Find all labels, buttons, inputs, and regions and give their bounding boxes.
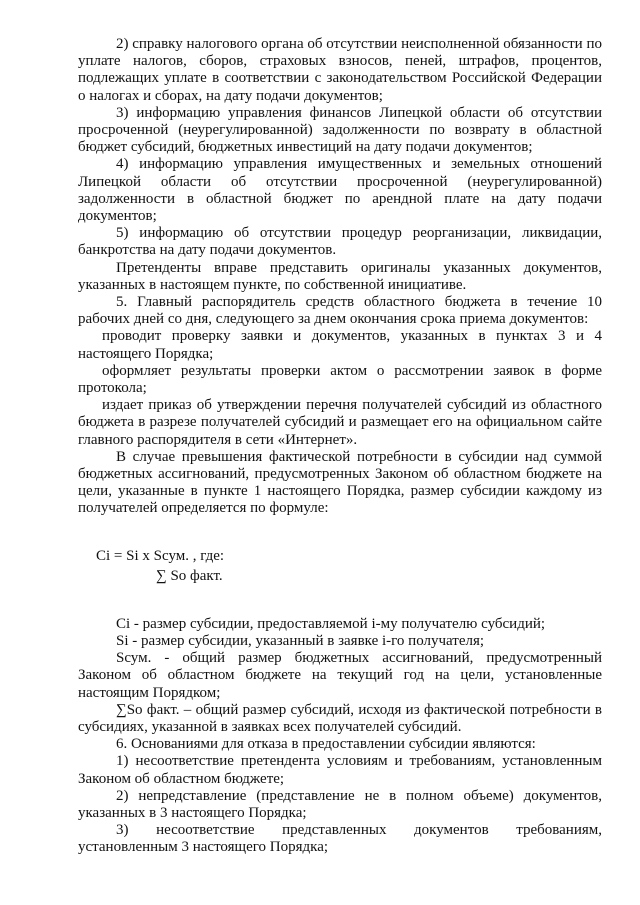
subsidy-formula xyxy=(78,546,602,586)
definition-ci: Ci - размер субсидии, предоставляемой i-му получателю субсидий; xyxy=(116,615,546,632)
formula-numerator: Ci = Si x Sсум. , где: xyxy=(96,547,225,564)
definition-si: Si - размер субсидии, указанный в заявке i-го получателя; xyxy=(116,632,485,649)
document-page xyxy=(78,36,602,857)
paragraph-finance-debt-info: 3) информацию управления финансов Липецкой области об отсутствии просроченной (неурегулированной) задолженности по возврату в областной бюджет субсидий, бюджетных инвестиций на дату подачи документов; xyxy=(78,104,602,156)
paragraph-check-application: проводит проверку заявки и документов, указанных в пунктах 3 и 4 настоящего Порядка; xyxy=(78,328,602,362)
paragraph-order: издает приказ об утверждении перечня получателей субсидий из областного бюджета в разрезе получателей субсидий и размещает его на официальном сайте главного распорядителя в сети «Интернет». xyxy=(78,397,602,448)
paragraph-excess-demand: В случае превышения фактической потребности в субсидии над суммой бюджетных ассигнований, предусмотренных Законом об областном бюджете на цели, указанные в пункте 1 настоящего Порядка, размер субсидии каждому из получателей определяется по формуле: xyxy=(78,448,602,517)
paragraph-reorganization-info: 5) информацию об отсутствии процедур реорганизации, ликвидации, банкротства на дату подачи документов. xyxy=(78,225,602,259)
definition-so-fact: ∑So факт. – общий размер субсидий, исходя из фактической потребности в субсидиях, указанной в заявках всех получателей субсидий. xyxy=(78,701,602,735)
paragraph-tax-certificate: 2) справку налогового органа об отсутствии неисполненной обязанности по уплате налогов, сборов, страховых взносов, пеней, штрафов, процентов, подлежащих уплате в соответствии с законодательством Российской Федерации о налогах и сборах, на дату подачи документов; xyxy=(78,36,602,104)
refusal-reason-1: 1) несоответствие претендента условиям и требованиям, установленным Законом об областном бюджете; xyxy=(78,753,602,787)
definition-ssum: Sсум. - общий размер бюджетных ассигнований, предусмотренный Законом об областном бюджете на текущий год на цели, установленные настоящим Порядком; xyxy=(78,650,602,701)
paragraph-item-5: 5. Главный распорядитель средств областного бюджета в течение 10 рабочих дней со дня, следующего за днем окончания срока приема документов: xyxy=(78,294,602,328)
refusal-reason-3: 3) несоответствие представленных документов требованиям, установленным 3 настоящего Порядка; xyxy=(78,822,602,856)
paragraph-protocol: оформляет результаты проверки актом о рассмотрении заявок в форме протокола; xyxy=(78,362,602,397)
paragraph-item-6: 6. Основаниями для отказа в предоставлении субсидии являются: xyxy=(116,736,536,753)
paragraph-property-debt-info: 4) информацию управления имущественных и земельных отношений Липецкой области об отсутствии просроченной (неурегулированной) задолженности в областной бюджет по арендной плате на дату подачи документов; xyxy=(78,156,602,225)
refusal-reason-2: 2) непредставление (представление не в полном объеме) документов, указанных в 3 настоящего Порядка; xyxy=(78,787,602,821)
formula-denominator: ∑ So факт. xyxy=(156,567,223,584)
paragraph-originals: Претенденты вправе представить оригиналы указанных документов, указанных в настоящем пункте, по собственной инициативе. xyxy=(78,259,602,293)
